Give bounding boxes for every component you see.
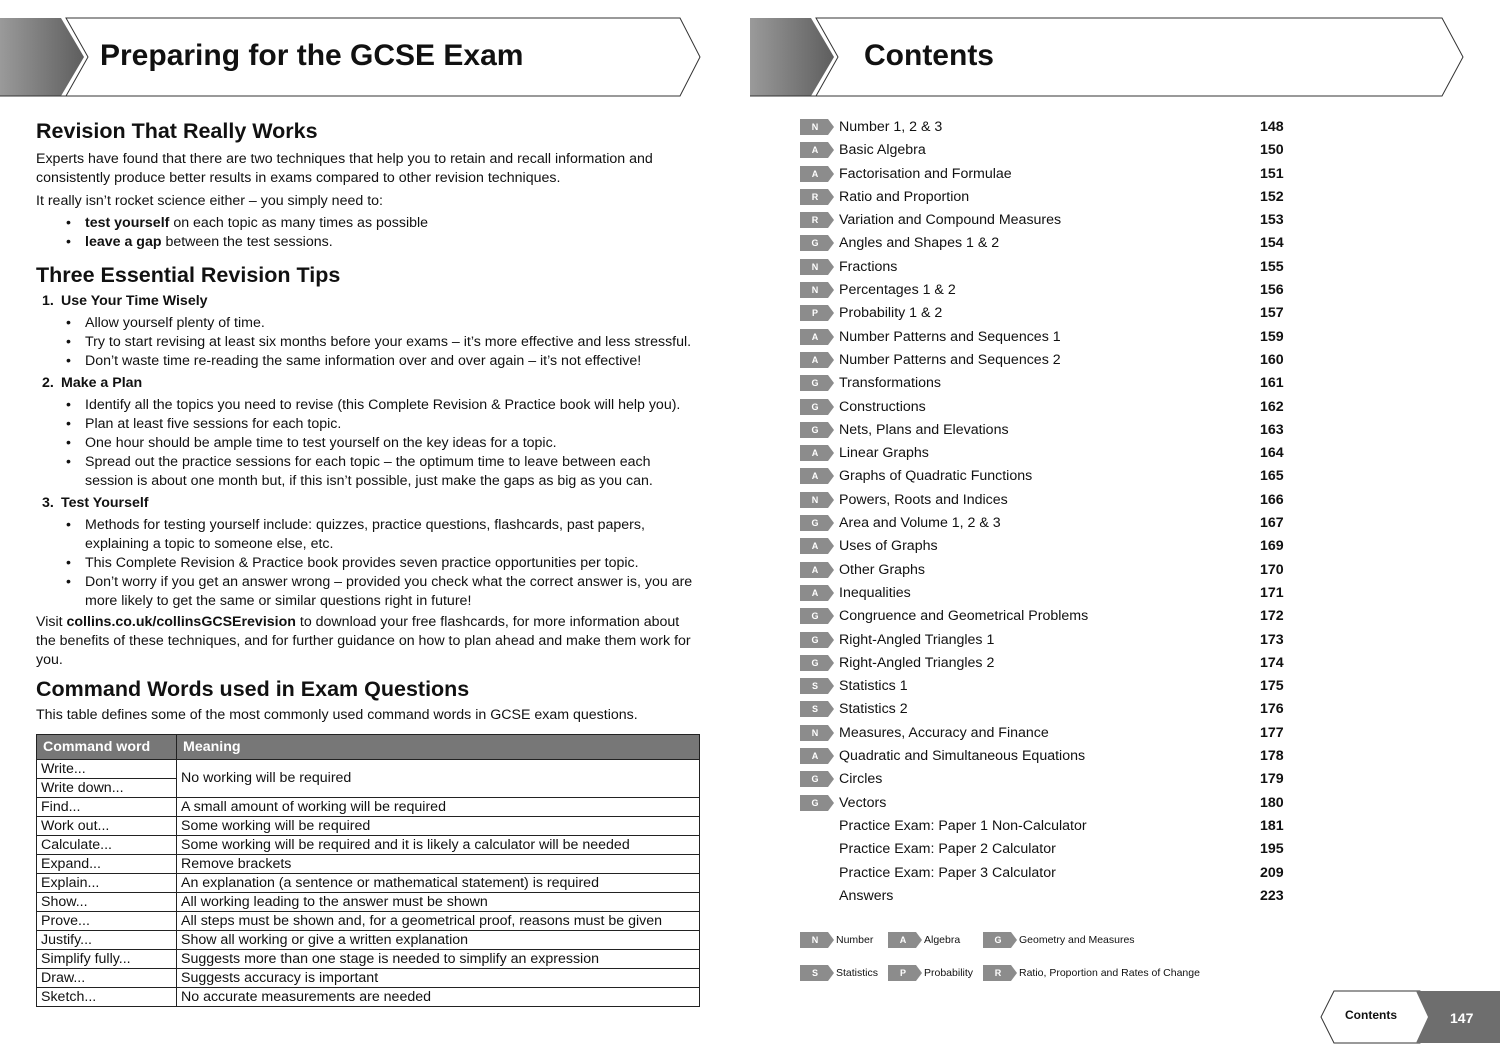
toc-title: Vectors [839,794,887,811]
toc-page-number: 181 [1260,817,1284,834]
list-item: • Don’t worry if you get an answer wrong – provided you check what the correct answer is, you are more likely to get the same or similar questions right in future! [85,573,702,611]
legend-label: Number [836,934,874,946]
table-row [37,874,700,893]
legend-badge: G [983,932,1017,948]
toc-row[interactable] [800,443,1300,466]
toc-row[interactable] [800,839,1300,862]
subject-badge: R [800,189,834,205]
toc-page-number: 179 [1260,771,1284,788]
tip-1-bullets [36,314,702,371]
list-item: • Allow yourself plenty of time. [85,314,702,333]
legend-badge: A [888,932,922,948]
toc-row[interactable] [800,606,1300,629]
right-banner [750,17,1466,97]
toc-page-number: 150 [1260,142,1284,159]
list-item: • test yourself on each topic as many times as possible [85,214,702,233]
toc-row[interactable] [800,140,1300,163]
command-word-cell: Draw... [37,969,177,988]
toc-page-number: 195 [1260,841,1284,858]
toc-row[interactable] [800,676,1300,699]
toc-row[interactable] [800,327,1300,350]
toc-page-number: 161 [1260,375,1284,392]
legend-label: Statistics [836,967,879,979]
table-row [37,855,700,874]
legend-badge: P [888,965,922,981]
table-row [37,798,700,817]
subject-badge: A [800,166,834,182]
command-words-table [36,734,700,1007]
tip-2-heading: 2. Make a Plan [42,375,143,391]
command-word-cell: Simplify fully... [37,950,177,969]
subject-badge: G [800,771,834,787]
toc-row[interactable] [800,583,1300,606]
subject-badge: N [800,282,834,298]
toc-title: Statistics 1 [839,678,908,695]
toc-title: Linear Graphs [839,445,929,462]
meaning-cell: Remove brackets [177,855,700,874]
contents-list [800,117,1300,909]
toc-title: Right-Angled Triangles 1 [839,631,995,648]
toc-row[interactable] [800,117,1300,140]
toc-title: Transformations [839,375,941,392]
subject-badge: N [800,492,834,508]
meaning-cell: Some working will be required and it is likely a calculator will be needed [177,836,700,855]
footer-section-label: Contents [1345,1008,1397,1022]
toc-title: Graphs of Quadratic Functions [839,468,1033,485]
subject-badge: A [800,329,834,345]
command-word-cell: Justify... [37,931,177,950]
toc-page-number: 153 [1260,212,1284,229]
subject-badge: G [800,235,834,251]
toc-row[interactable] [800,350,1300,373]
toc-title: Nets, Plans and Elevations [839,421,1009,438]
command-intro: This table defines some of the most commonly used command words in GCSE exam questions. [36,707,638,723]
toc-page-number: 223 [1260,887,1284,904]
tips-heading: Three Essential Revision Tips [36,263,341,287]
command-word-cell: Sketch... [37,988,177,1007]
toc-row[interactable] [800,863,1300,886]
toc-page-number: 165 [1260,468,1284,485]
subject-badge: G [800,795,834,811]
list-item: • leave a gap between the test sessions. [85,233,702,252]
page-number: 147 [1450,1010,1474,1026]
toc-page-number: 159 [1260,328,1284,345]
toc-page-number: 157 [1260,305,1284,322]
subject-badge: A [800,538,834,554]
toc-page-number: 173 [1260,631,1284,648]
toc-title: Factorisation and Formulae [839,165,1012,182]
right-page-title: Contents [864,39,994,72]
toc-page-number: 156 [1260,282,1284,299]
subject-badge: S [800,678,834,694]
toc-title: Constructions [839,398,926,415]
meaning-cell: No working will be required [177,760,700,798]
legend-label: Algebra [924,934,961,946]
toc-page-number: 148 [1260,119,1284,135]
toc-title: Practice Exam: Paper 3 Calculator [839,864,1056,881]
toc-row[interactable] [800,793,1300,816]
command-heading: Command Words used in Exam Questions [36,677,470,701]
toc-page-number: 163 [1260,421,1284,438]
table-row [37,912,700,931]
toc-page-number: 151 [1260,165,1284,182]
toc-title: Uses of Graphs [839,538,938,555]
toc-title: Ratio and Proportion [839,188,970,205]
command-word-cell: Find... [37,798,177,817]
toc-page-number: 172 [1260,608,1284,625]
toc-title: Answers [839,887,894,904]
toc-title: Inequalities [839,584,911,601]
tip-3-bullets [36,516,702,611]
toc-row[interactable] [800,816,1300,839]
list-item: • One hour should be ample time to test yourself on the key ideas for a topic. [85,434,702,453]
column-header-meaning: Meaning [177,735,700,760]
command-word-cell: Write... [37,760,177,779]
meaning-cell: Some working will be required [177,817,700,836]
toc-row[interactable] [800,420,1300,443]
toc-title: Number 1, 2 & 3 [839,119,943,135]
toc-row[interactable] [800,560,1300,583]
list-item: • Try to start revising at least six months before your exams – it’s more effective and less stressful. [85,333,702,352]
table-row [37,950,700,969]
subject-badge: G [800,515,834,531]
toc-title: Basic Algebra [839,142,926,159]
command-word-cell: Explain... [37,874,177,893]
subject-badge: P [800,305,834,321]
toc-page-number: 166 [1260,491,1284,508]
toc-title: Right-Angled Triangles 2 [839,654,995,671]
toc-row[interactable] [800,653,1300,676]
legend-item [983,964,1213,982]
subject-badge: A [800,142,834,158]
command-word-cell: Expand... [37,855,177,874]
subject-badge: G [800,422,834,438]
meaning-cell: Show all working or give a written explanation [177,931,700,950]
toc-page-number: 155 [1260,258,1284,275]
meaning-cell: No accurate measurements are needed [177,988,700,1007]
subject-badge: G [800,375,834,391]
table-row [37,836,700,855]
toc-row[interactable] [800,210,1300,233]
toc-page-number: 152 [1260,188,1284,205]
table-row [37,893,700,912]
toc-title: Statistics 2 [839,701,908,718]
subject-badge: A [800,585,834,601]
toc-title: Percentages 1 & 2 [839,282,956,299]
command-word-cell: Work out... [37,817,177,836]
list-item: • Don’t waste time re-reading the same information over and over again – it’s not effective! [85,352,702,371]
revision-heading: Revision That Really Works [36,119,318,143]
toc-row[interactable] [800,746,1300,769]
toc-title: Measures, Accuracy and Finance [839,724,1049,741]
list-item: • Spread out the practice sessions for each topic – the optimum time to leave between each session is about one month but, if this isn’t possible, just make the gaps as big as you can. [85,453,702,491]
meaning-cell: Suggests more than one stage is needed to simplify an expression [177,950,700,969]
legend-badge: S [800,965,834,981]
revision-bullets [36,214,702,252]
legend-label: Probability [924,967,974,979]
toc-page-number: 160 [1260,351,1284,368]
toc-row[interactable] [800,699,1300,722]
left-banner [0,17,702,97]
meaning-cell: A small amount of working will be required [177,798,700,817]
tip-1-heading: 1. Use Your Time Wisely [42,293,208,309]
toc-page-number: 175 [1260,678,1284,695]
toc-row[interactable] [800,466,1300,489]
column-header-command-word: Command word [37,735,177,760]
meaning-cell: All steps must be shown and, for a geometrical proof, reasons must be given [177,912,700,931]
toc-title: Powers, Roots and Indices [839,491,1008,508]
toc-row[interactable] [800,280,1300,303]
toc-page-number: 176 [1260,701,1284,718]
toc-page-number: 170 [1260,561,1284,578]
toc-row[interactable] [800,303,1300,326]
subject-badge: G [800,632,834,648]
subject-badge: A [800,352,834,368]
toc-page-number: 209 [1260,864,1284,881]
list-item: • Methods for testing yourself include: quizzes, practice questions, flashcards, past papers, explaining a topic to someone else, etc. [85,516,702,554]
toc-row[interactable] [800,164,1300,187]
left-page-content [36,112,702,1007]
meaning-cell: Suggests accuracy is important [177,969,700,988]
revision-para-1: Experts have found that there are two techniques that help you to retain and recall information and consistently produce better results in exams compared to other revision techniques. [36,151,653,186]
list-item: • This Complete Revision & Practice book provides seven practice opportunities per topic. [85,554,702,573]
toc-title: Other Graphs [839,561,925,578]
subject-badge: A [800,562,834,578]
command-word-cell: Calculate... [37,836,177,855]
meaning-cell: All working leading to the answer must be shown [177,893,700,912]
subject-badge: G [800,399,834,415]
list-item: • Plan at least five sessions for each topic. [85,415,702,434]
toc-row[interactable] [800,513,1300,536]
toc-title: Circles [839,771,883,788]
toc-row[interactable] [800,187,1300,210]
toc-row[interactable] [800,490,1300,513]
table-row [37,760,700,779]
subject-badge: S [800,701,834,717]
command-word-cell: Write down... [37,779,177,798]
toc-row[interactable] [800,257,1300,280]
subject-badge: A [800,445,834,461]
collins-link[interactable]: collins.co.uk/collinsGCSErevision [66,614,296,630]
toc-row[interactable] [800,373,1300,396]
toc-page-number: 154 [1260,235,1284,252]
legend-label: Geometry and Measures [1019,934,1135,946]
table-header-row [37,735,700,760]
subject-badge: G [800,655,834,671]
toc-title: Probability 1 & 2 [839,305,943,322]
toc-row[interactable] [800,397,1300,420]
toc-title: Quadratic and Simultaneous Equations [839,748,1086,765]
table-row [37,969,700,988]
list-item: • Identify all the topics you need to revise (this Complete Revision & Practice book will help you). [85,396,702,415]
subject-badge: A [800,468,834,484]
revision-para-2: It really isn’t rocket science either – you simply need to: [36,193,383,209]
toc-row[interactable] [800,233,1300,256]
table-row [37,931,700,950]
toc-row[interactable] [800,769,1300,792]
toc-row[interactable] [800,723,1300,746]
meaning-cell: An explanation (a sentence or mathematical statement) is required [177,874,700,893]
toc-row[interactable] [800,536,1300,559]
tip-2-bullets [36,396,702,491]
toc-page-number: 178 [1260,748,1284,765]
legend-item [983,931,1213,949]
subject-badge: R [800,212,834,228]
toc-title: Number Patterns and Sequences 1 [839,328,1061,345]
toc-row[interactable] [800,886,1300,909]
toc-page-number: 167 [1260,515,1284,532]
left-page-title: Preparing for the GCSE Exam [100,39,524,72]
toc-page-number: 171 [1260,584,1284,601]
toc-title: Angles and Shapes 1 & 2 [839,235,1000,252]
toc-page-number: 164 [1260,445,1284,462]
toc-page-number: 177 [1260,724,1284,741]
toc-title: Area and Volume 1, 2 & 3 [839,515,1001,532]
toc-title: Congruence and Geometrical Problems [839,608,1089,625]
legend-badge: N [800,932,834,948]
subject-badge: G [800,608,834,624]
subject-badge: N [800,259,834,275]
right-banner-shape [750,17,1466,97]
subject-badge: N [800,119,834,135]
legend-badge: R [983,965,1017,981]
tip-3-heading: 3. Test Yourself [42,495,149,511]
toc-title: Practice Exam: Paper 2 Calculator [839,841,1056,858]
page-footer [1320,990,1500,1044]
legend-label: Ratio, Proportion and Rates of Change [1019,967,1200,979]
toc-title: Variation and Compound Measures [839,212,1062,229]
toc-row[interactable] [800,630,1300,653]
toc-title: Fractions [839,258,898,275]
toc-title: Number Patterns and Sequences 2 [839,351,1061,368]
toc-page-number: 162 [1260,398,1284,415]
command-word-cell: Prove... [37,912,177,931]
table-row [37,817,700,836]
table-row [37,988,700,1007]
subject-badge: N [800,725,834,741]
toc-page-number: 174 [1260,654,1284,671]
toc-title: Practice Exam: Paper 1 Non-Calculator [839,817,1087,834]
command-word-cell: Show... [37,893,177,912]
toc-page-number: 180 [1260,794,1284,811]
toc-page-number: 169 [1260,538,1284,555]
visit-paragraph: Visit collins.co.uk/collinsGCSErevision to download your free flashcards, for more information about the benefits of these techniques, and for further guidance on how to plan ahead and make them work for you. [36,614,691,668]
subject-badge: A [800,748,834,764]
